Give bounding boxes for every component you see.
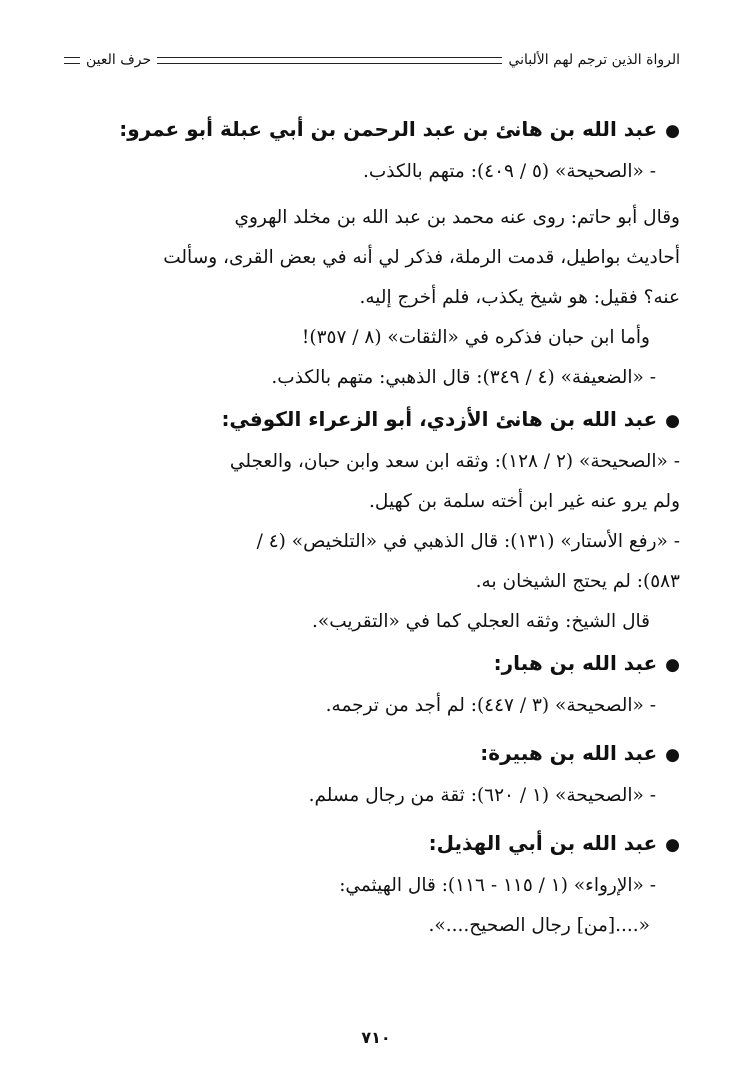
citation-line: - «الصحيحة» (٢ / ١٢٨): وثقه ابن سعد وابن حبان، والعجلي: [229, 451, 680, 472]
paragraph-line: أحاديث بواطيل، قدمت الرملة، فذكر لي أنه في بعض القرى، وسألت: [163, 247, 680, 268]
page-number: ٧١٠: [361, 1028, 391, 1047]
entry-heading-text: عبد الله بن هانئ الأزدي، أبو الزعراء الكوفي:: [221, 407, 658, 431]
bullet-icon: ●: [665, 411, 680, 431]
entry-heading-text: عبد الله بن هبيرة:: [480, 741, 658, 765]
running-header: [58, 48, 680, 72]
citation-line: - «رفع الأستار» (١٣١): قال الذهبي في «التلخيص» (٤ /: [256, 531, 680, 552]
bullet-icon: ●: [665, 835, 680, 855]
paragraph-line: وقال أبو حاتم: روى عنه محمد بن عبد الله بن مخلد الهروي: [234, 207, 680, 228]
entry-heading-text: عبد الله بن أبي الهذيل:: [428, 831, 658, 855]
entry-heading-text: عبد الله بن هبار:: [493, 651, 658, 675]
paragraph-line: وأما ابن حبان فذكره في «الثقات» (٨ / ٣٥٧)!: [301, 327, 650, 348]
citation-line: - «الصحيحة» (٣ / ٤٤٧): لم أجد من ترجمه.: [325, 695, 656, 716]
paragraph-line: عنه؟ فقيل: هو شيخ يكذب، فلم أخرج إليه.: [359, 287, 680, 308]
entry-heading: [58, 642, 680, 686]
entry-heading: [58, 822, 680, 866]
citation-line: - «الصحيحة» (١ / ٦٢٠): ثقة من رجال مسلم.: [308, 785, 656, 806]
paragraph-line: قال الشيخ: وثقه العجلي كما في «التقريب».: [312, 611, 650, 632]
header-rule-end: [64, 57, 80, 64]
header-book-title: الرواة الذين ترجم لهم الألباني: [508, 52, 680, 68]
entry-heading: [58, 398, 680, 442]
bullet-icon: ●: [665, 745, 680, 765]
citation-line: - «الضعيفة» (٤ / ٣٤٩): قال الذهبي: متهم بالكذب.: [271, 367, 656, 388]
entry-heading: [58, 732, 680, 776]
bullet-icon: ●: [665, 121, 680, 141]
entry-heading-text: عبد الله بن هانئ بن عبد الرحمن بن أبي عبلة أبو عمرو:: [119, 117, 658, 141]
quote-line: «....[من] رجال الصحيح....».: [428, 915, 650, 936]
citation-line: - «الإرواء» (١ / ١١٥ - ١١٦): قال الهيثمي:: [339, 875, 656, 896]
entry-heading: [58, 108, 680, 152]
header-section: حرف العين: [86, 52, 152, 68]
paragraph-line: ولم يرو عنه غير ابن أخته سلمة بن كهيل.: [369, 491, 680, 512]
paragraph-line: ٥٨٣): لم يحتج الشيخان به.: [475, 571, 680, 592]
page-body: [58, 108, 680, 946]
bullet-icon: ●: [665, 655, 680, 675]
header-rule: [157, 57, 502, 64]
citation-line: - «الصحيحة» (٥ / ٤٠٩): متهم بالكذب.: [362, 161, 656, 182]
